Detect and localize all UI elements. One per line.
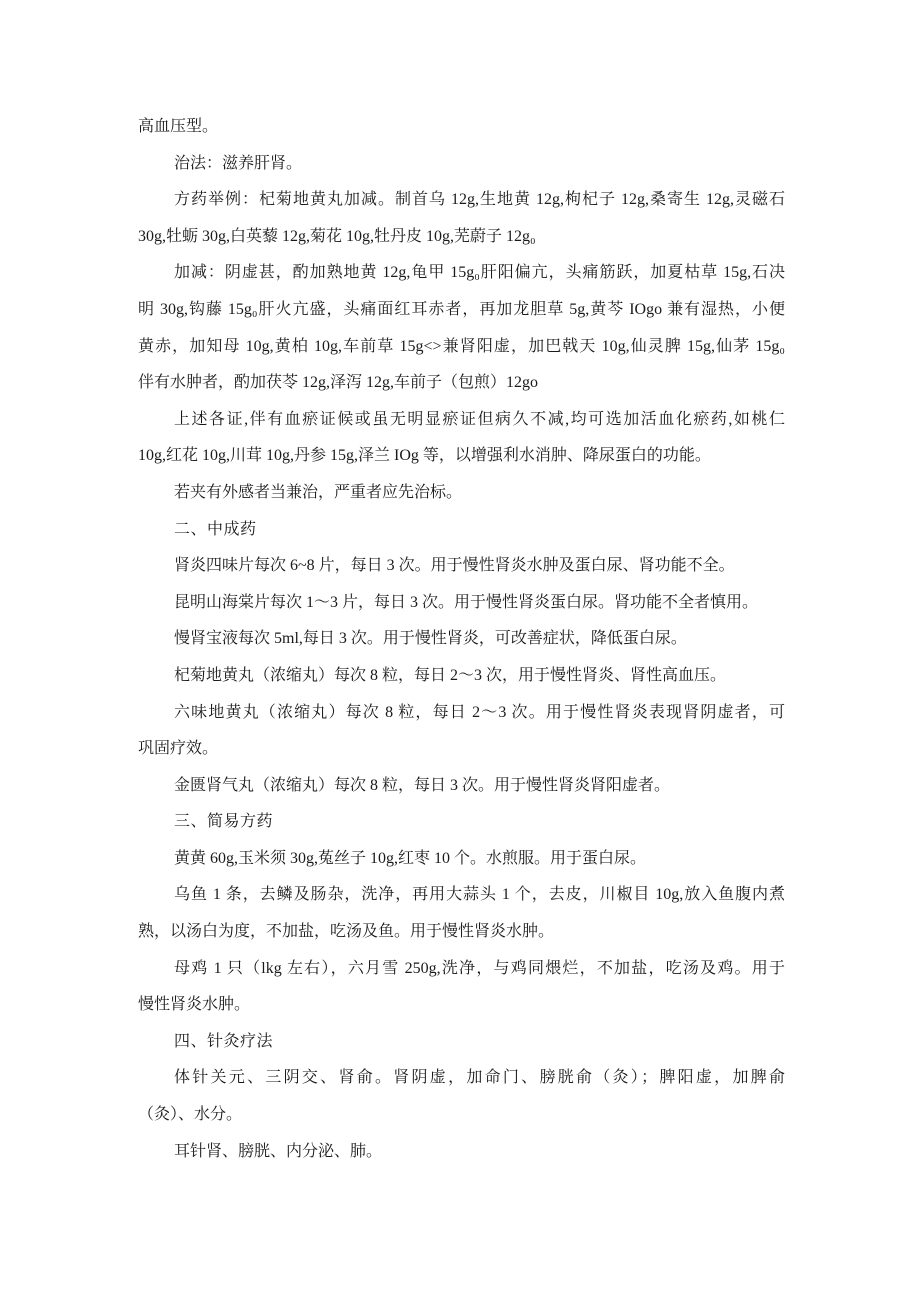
text-line: 慢性肾炎水肿。 bbox=[138, 996, 251, 1014]
text-line: 伴有水肿者，酌加茯苓 12g,泽泻 12g,车前子（包煎）12go bbox=[138, 374, 539, 392]
paragraph-ear-acupuncture bbox=[138, 1134, 785, 1171]
text-line: 母鸡 1 只（lkg 左右），六月雪 250g,洗净，与鸡同煨烂，不加盐，吃汤及鸡。用于 bbox=[174, 959, 785, 977]
text-line: 10g,红花 10g,川茸 10g,丹参 15g,泽兰 IOg 等，以增强利水消肿、降尿蛋白的功能。 bbox=[138, 447, 711, 465]
text-line: 高血压型。 bbox=[138, 118, 219, 135]
paragraph-medicine-item bbox=[138, 695, 785, 768]
text-line: 肾炎四味片每次 6~8 片，每日 3 次。用于慢性肾炎水肿及蛋白尿、肾功能不全。 bbox=[174, 557, 735, 575]
section-heading: 二、中成药 bbox=[174, 520, 257, 538]
paragraph-recipe-item bbox=[138, 951, 785, 1024]
paragraph-treatment-method bbox=[138, 146, 785, 183]
text-line: 明 30g,钩藤 15g₀肝火亢盛，头痛面红耳赤者，再加龙胆草 5g,黄芩 IOgo 兼有湿热，小便 bbox=[138, 300, 785, 318]
paragraph-recipe-item bbox=[138, 877, 785, 950]
text-line: 六味地黄丸（浓缩丸）每次 8 粒，每日 2～3 次。用于慢性肾炎表现肾阴虚者，可 bbox=[174, 703, 785, 721]
text-line: 若夹有外感者当兼治，严重者应先治标。 bbox=[174, 483, 463, 501]
text-line: 30g,牡蛎 30g,白英藜 12g,菊花 10g,牡丹皮 10g,芜蔚子 12g₀ bbox=[138, 227, 536, 245]
section-heading-acupuncture bbox=[138, 1024, 785, 1061]
text-line: 昆明山海棠片每次 1～3 片，每日 3 次。用于慢性肾炎蛋白尿。肾功能不全者慎用。 bbox=[174, 593, 759, 611]
text-line: 杞菊地黄丸（浓缩丸）每次 8 粒，每日 2～3 次，用于慢性肾炎、肾性高血压。 bbox=[174, 666, 727, 684]
paragraph-medicine-item bbox=[138, 585, 785, 622]
paragraph-medicine-item bbox=[138, 768, 785, 805]
paragraph-continuation bbox=[138, 109, 785, 146]
section-heading: 四、针灸疗法 bbox=[174, 1032, 274, 1050]
section-heading-patent-medicine bbox=[138, 512, 785, 549]
text-line: 巩固疗效。 bbox=[138, 740, 219, 758]
paragraph-external-pathogen bbox=[138, 475, 785, 512]
document-body bbox=[138, 109, 785, 1170]
paragraph-recipe-item bbox=[138, 841, 785, 878]
text-line: （灸）、水分。 bbox=[138, 1106, 243, 1124]
paragraph-medicine-item bbox=[138, 658, 785, 695]
paragraph-medicine-item bbox=[138, 621, 785, 658]
text-line: 上述各证,伴有血瘀证候或虽无明显瘀证但病久不减,均可选加活血化瘀药,如桃仁 bbox=[174, 410, 785, 428]
text-line: 黄赤，加知母 10g,黄柏 10g,车前草 15g<>兼肾阳虚，加巴戟天 10g,仙灵脾 15g,仙茅 15g₀ bbox=[138, 337, 785, 355]
paragraph-prescription-example bbox=[138, 182, 785, 255]
paragraph-modifications bbox=[138, 255, 785, 401]
text-line: 黄黄 60g,玉米须 30g,菟丝子 10g,红枣 10 个。水煎服。用于蛋白尿。 bbox=[174, 849, 647, 867]
section-heading: 三、简易方药 bbox=[174, 813, 274, 831]
paragraph-blood-stasis bbox=[138, 402, 785, 475]
text-line: 金匮肾气丸（浓缩丸）每次 8 粒，每日 3 次。用于慢性肾炎肾阳虚者。 bbox=[174, 776, 671, 794]
paragraph-body-acupuncture bbox=[138, 1060, 785, 1133]
text-line: 方药举例：杞菊地黄丸加减。制首乌 12g,生地黄 12g,枸杞子 12g,桑寄生 12g,灵磁石 bbox=[174, 191, 785, 209]
text-line: 熟，以汤白为度，不加盐，吃汤及鱼。用于慢性肾炎水肿。 bbox=[138, 923, 555, 941]
text-line: 体针关元、三阴交、肾俞。肾阴虚，加命门、膀胱俞（灸）；脾阳虚，加脾俞 bbox=[174, 1069, 785, 1087]
section-heading-simple-prescriptions bbox=[138, 804, 785, 841]
text-line: 加减：阴虚甚，酌加熟地黄 12g,龟甲 15g₀肝阳偏亢，头痛筋跃，加夏枯草 15g,石决 bbox=[174, 264, 785, 282]
text-line: 乌鱼 1 条，去鳞及肠杂，洗净，再用大蒜头 1 个，去皮，川椒目 10g,放入鱼腹内煮 bbox=[174, 886, 785, 904]
paragraph-medicine-item bbox=[138, 548, 785, 585]
text-line: 治法：滋养肝肾。 bbox=[174, 154, 303, 172]
text-line: 耳针肾、膀胱、内分泌、肺。 bbox=[174, 1142, 383, 1160]
text-line: 慢肾宝液每次 5ml,每日 3 次。用于慢性肾炎，可改善症状，降低蛋白尿。 bbox=[174, 630, 687, 648]
